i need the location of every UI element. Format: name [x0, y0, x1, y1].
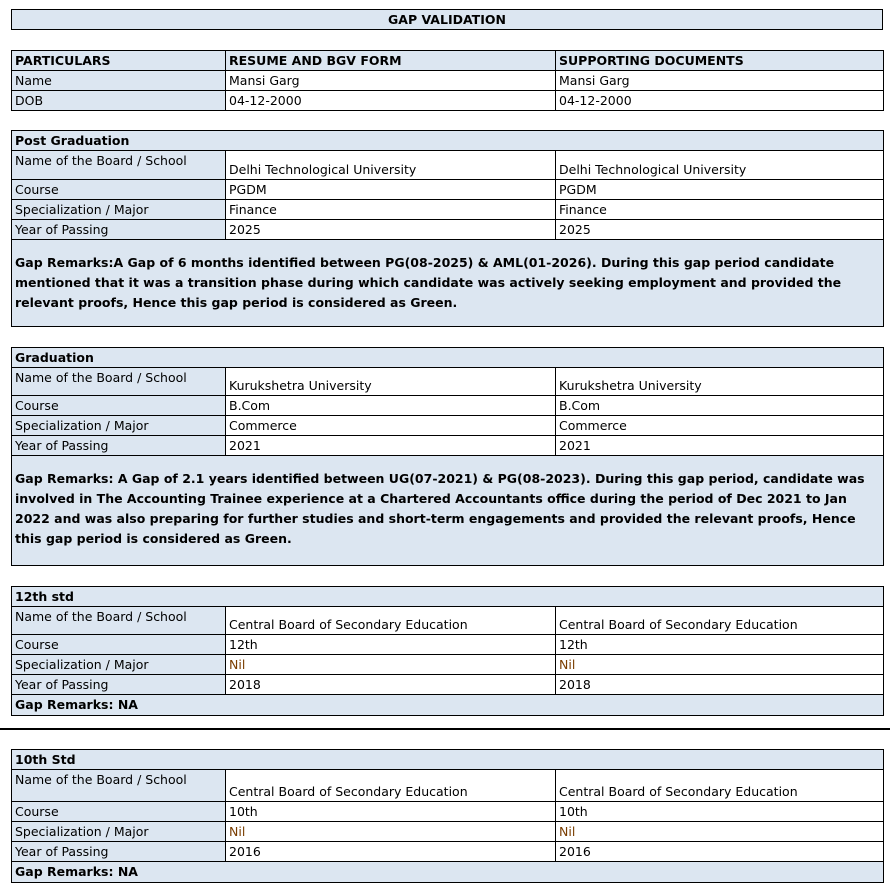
row-label-board: Name of the Board / School [12, 151, 226, 180]
year-of-passing-documents: 2021 [556, 436, 884, 456]
specialization-row [12, 655, 884, 675]
board-resume: Delhi Technological University [226, 151, 556, 180]
board-documents: Central Board of Secondary Education [556, 607, 884, 635]
board-resume: Central Board of Secondary Education [226, 607, 556, 635]
column-header-resume: RESUME AND BGV FORM [226, 51, 556, 71]
board-row [12, 368, 884, 396]
specialization-documents: Nil [556, 655, 884, 675]
gap-remarks: Gap Remarks: NA [12, 862, 884, 883]
name-documents: Mansi Garg [556, 71, 884, 91]
education-section [11, 130, 884, 327]
specialization-documents: Finance [556, 200, 884, 220]
course-documents: PGDM [556, 180, 884, 200]
specialization-documents: Nil [556, 822, 884, 842]
page-title: GAP VALIDATION [12, 10, 883, 30]
row-label-dob: DOB [12, 91, 226, 111]
row-label-year-of-passing: Year of Passing [12, 842, 226, 862]
year-of-passing-row [12, 436, 884, 456]
specialization-row [12, 200, 884, 220]
row-label-name: Name [12, 71, 226, 91]
row-label-specialization: Specialization / Major [12, 655, 226, 675]
dob-documents: 04-12-2000 [556, 91, 884, 111]
year-of-passing-row [12, 220, 884, 240]
board-row [12, 151, 884, 180]
row-label-year-of-passing: Year of Passing [12, 220, 226, 240]
year-of-passing-documents: 2018 [556, 675, 884, 695]
specialization-row [12, 822, 884, 842]
row-label-board: Name of the Board / School [12, 607, 226, 635]
course-resume: B.Com [226, 396, 556, 416]
year-of-passing-resume: 2016 [226, 842, 556, 862]
year-of-passing-resume: 2025 [226, 220, 556, 240]
specialization-resume: Nil [226, 655, 556, 675]
board-row [12, 770, 884, 802]
board-resume: Central Board of Secondary Education [226, 770, 556, 802]
gap-remarks: Gap Remarks:A Gap of 6 months identified between PG(08-2025) & AML(01-2026). During this gap period candidate mentioned that it was a transition phase during which candidate was actively seeking employment and provided the relevant proofs, Hence this gap period is considered as Green. [12, 240, 884, 327]
course-row [12, 180, 884, 200]
education-section [11, 586, 884, 716]
specialization-documents: Commerce [556, 416, 884, 436]
board-row [12, 607, 884, 635]
course-row [12, 802, 884, 822]
year-of-passing-resume: 2021 [226, 436, 556, 456]
gap-remarks: Gap Remarks: NA [12, 695, 884, 716]
row-label-course: Course [12, 396, 226, 416]
year-of-passing-resume: 2018 [226, 675, 556, 695]
specialization-resume: Commerce [226, 416, 556, 436]
year-of-passing-documents: 2016 [556, 842, 884, 862]
course-row [12, 396, 884, 416]
row-label-course: Course [12, 635, 226, 655]
column-header-documents: SUPPORTING DOCUMENTS [556, 51, 884, 71]
row-label-board: Name of the Board / School [12, 770, 226, 802]
row-label-specialization: Specialization / Major [12, 416, 226, 436]
course-documents: 12th [556, 635, 884, 655]
dob-resume: 04-12-2000 [226, 91, 556, 111]
board-documents: Central Board of Secondary Education [556, 770, 884, 802]
row-label-course: Course [12, 802, 226, 822]
year-of-passing-row [12, 842, 884, 862]
row-label-year-of-passing: Year of Passing [12, 436, 226, 456]
specialization-row [12, 416, 884, 436]
section-title: Graduation [12, 348, 884, 368]
course-resume: 12th [226, 635, 556, 655]
section-title: 12th std [12, 587, 884, 607]
particulars-table [11, 50, 884, 111]
course-documents: 10th [556, 802, 884, 822]
year-of-passing-documents: 2025 [556, 220, 884, 240]
title-table [11, 9, 883, 30]
course-documents: B.Com [556, 396, 884, 416]
section-title: Post Graduation [12, 131, 884, 151]
section-title: 10th Std [12, 750, 884, 770]
row-label-specialization: Specialization / Major [12, 200, 226, 220]
column-header-particulars: PARTICULARS [12, 51, 226, 71]
specialization-resume: Nil [226, 822, 556, 842]
name-resume: Mansi Garg [226, 71, 556, 91]
gap-remarks: Gap Remarks: A Gap of 2.1 years identified between UG(07-2021) & PG(08-2023). During this gap period, candidate was involved in The Accounting Trainee experience at a Chartered Accountants office during the period of Dec 2021 to Jan 2022 and was also preparing for further studies and short-term engagements and provided the relevant proofs, Hence this gap period is considered as Green. [12, 456, 884, 566]
course-resume: PGDM [226, 180, 556, 200]
board-documents: Kurukshetra University [556, 368, 884, 396]
row-label-board: Name of the Board / School [12, 368, 226, 396]
year-of-passing-row [12, 675, 884, 695]
board-documents: Delhi Technological University [556, 151, 884, 180]
specialization-resume: Finance [226, 200, 556, 220]
education-section [11, 749, 884, 883]
course-row [12, 635, 884, 655]
row-label-course: Course [12, 180, 226, 200]
row-label-year-of-passing: Year of Passing [12, 675, 226, 695]
board-resume: Kurukshetra University [226, 368, 556, 396]
education-section [11, 347, 884, 566]
row-label-specialization: Specialization / Major [12, 822, 226, 842]
section-divider [0, 728, 890, 730]
course-resume: 10th [226, 802, 556, 822]
